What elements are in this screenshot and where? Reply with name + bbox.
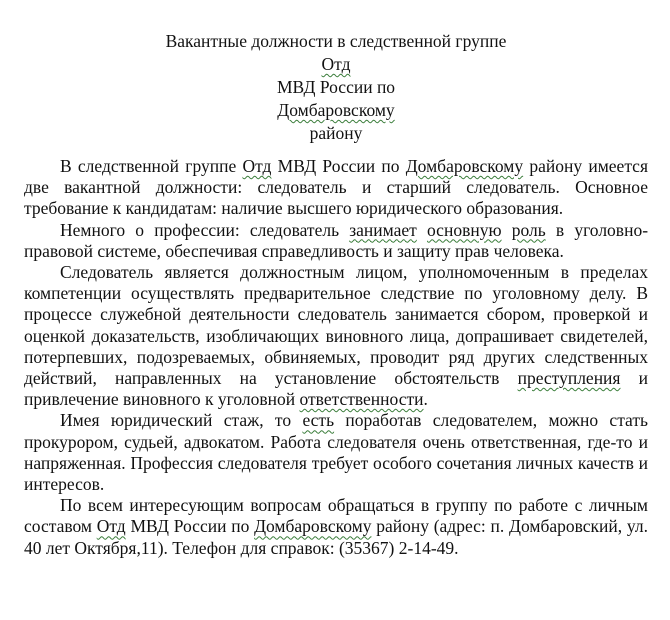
document-title <box>24 30 648 145</box>
paragraph-career: Имея юридический стаж, то есть поработав следователем, можно стать прокурором, судьей, адвокатом. Работа следователя очень ответственная, где-то и напряженная. Профессия следователя требует особого сочетания личных качеств и интересов. <box>24 410 648 495</box>
title-line-2: Домбаровскому району <box>277 100 395 143</box>
paragraph-about-profession: Немного о профессии: следователь занимает основную роль в уголовно-правовой системе, обеспечивая справедливость и защиту прав человека. <box>24 219 649 261</box>
paragraph-contacts: По всем интересующим вопросам обращаться в группу по работе с личным составом Отд МВД России по Домбаровскому району (адрес: п. Домбаровский, ул. 40 лет Октября,11). Телефон для справок: (35367) 2-14-49. <box>24 495 649 558</box>
paragraph-vacancies: В следственной группе Отд МВД России по Домбаровскому району имеется две вакантной должности: следователь и старший следователь. Основное требование к кандидатам: наличие высшего юридического образования. <box>24 156 648 219</box>
paragraph-investigator-duties: Следователь является должностным лицом, уполномоченным в пределах компетенции осуществлять предварительное следствие по уголовному делу. В процессе служебной деятельности следователь занимается сбором, проверкой и оценкой доказательств, изобличающих виновного лица, допрашивает свидетелей, потерпевших, подозреваемых, обвиняемых, проводит ряд других следственных действий, направленных на установление обстоятельств преступления и привлечение виновного к уголовной ответственности. <box>24 262 648 410</box>
title-line-1: Вакантные должности в следственной группе Отд МВД России по <box>165 31 507 97</box>
